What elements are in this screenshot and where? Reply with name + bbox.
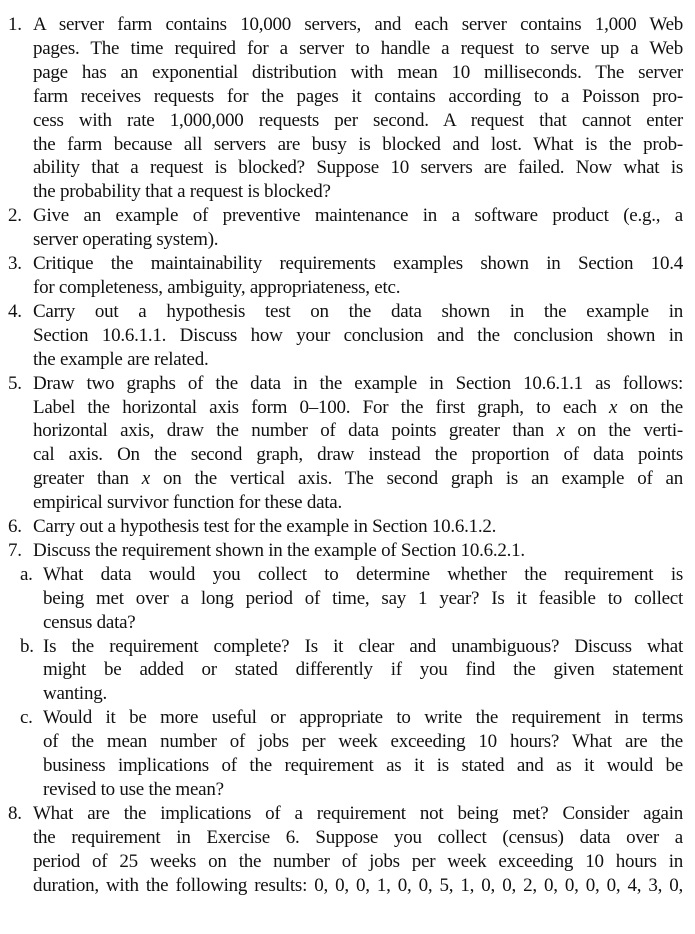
exercise-item-4 <box>0 300 695 372</box>
item-body <box>33 204 683 252</box>
subitem-body <box>43 635 683 707</box>
text-line: cess with rate 1,000,000 requests per second. A request that cannot enter <box>33 109 683 131</box>
subitem-letter: b. <box>20 635 34 657</box>
text-line: business implications of the requirement as it is stated and as it would be <box>43 755 683 777</box>
exercise-item-6 <box>0 515 695 539</box>
text-line: Carry out a hypothesis test on the data shown in the example in <box>33 300 683 322</box>
subitem-letter: c. <box>20 707 33 729</box>
item-number: 2. <box>8 205 22 227</box>
text-line: duration, with the following results: 0, 0, 0, 1, 0, 0, 5, 1, 0, 0, 2, 0, 0, 0, 0, 4, 3, 0, <box>33 874 683 896</box>
item-number: 6. <box>8 516 22 538</box>
subitem-body <box>43 706 683 802</box>
text-line: page has an exponential distribution with mean 10 milliseconds. The server <box>33 61 683 83</box>
subitem-body <box>43 563 683 635</box>
exercise-item-7b <box>0 635 695 707</box>
text-line: being met over a long period of time, say 1 year? Is it feasible to collect <box>43 587 683 609</box>
text-line: Section 10.6.1.1. Discuss how your conclusion and the conclusion shown in <box>33 324 683 346</box>
text-line: empirical survivor function for these data. <box>33 492 342 514</box>
item-body <box>33 539 683 563</box>
text-line: server operating system). <box>33 229 219 251</box>
text-line: Discuss the requirement shown in the example of Section 10.6.2.1. <box>33 539 525 561</box>
item-body <box>33 372 683 515</box>
item-number: 4. <box>8 300 22 322</box>
exercise-item-7 <box>0 539 695 563</box>
item-body <box>33 252 683 300</box>
text-line: What data would you collect to determine whether the requirement is <box>43 563 683 585</box>
text-line: revised to use the mean? <box>43 779 224 800</box>
item-number: 1. <box>8 14 22 35</box>
text-line: for completeness, ambiguity, appropriateness, etc. <box>33 276 401 298</box>
text-line: of the mean number of jobs per week exceeding 10 hours? What are the <box>43 731 683 753</box>
text-line: Give an example of preventive maintenance in a software product (e.g., a <box>33 205 683 227</box>
text-line: Draw two graphs of the data in the example in Section 10.6.1.1 as follows: <box>33 372 683 394</box>
text-line: cal axis. On the second graph, draw instead the proportion of data points <box>33 444 683 466</box>
exercise-item-2 <box>0 204 695 252</box>
text-line: Critique the maintainability requirements examples shown in Section 10.4 <box>33 253 683 275</box>
text-line: wanting. <box>43 683 107 705</box>
exercise-item-7c <box>0 706 695 802</box>
text-line: farm receives requests for the pages it contains according to a Poisson pro- <box>33 85 683 107</box>
text-line: the requirement in Exercise 6. Suppose you collect (census) data over a <box>33 826 683 848</box>
text-line: the farm because all servers are busy is blocked and lost. What is the prob- <box>33 133 683 155</box>
item-body <box>33 515 683 539</box>
item-body <box>33 802 683 898</box>
text-line: the probability that a request is blocked? <box>33 181 331 203</box>
text-line: ability that a request is blocked? Suppose 10 servers are failed. Now what is <box>33 157 683 179</box>
text-line: Is the requirement complete? Is it clear and unambiguous? Discuss what <box>43 635 683 657</box>
text-line: census data? <box>43 611 136 633</box>
subitem-letter: a. <box>20 563 33 585</box>
exercise-item-8 <box>0 802 695 898</box>
text-line: Would it be more useful or appropriate to write the requirement in terms <box>43 707 683 729</box>
text-line: What are the implications of a requirement not being met? Consider again <box>33 802 683 824</box>
item-number: 7. <box>8 539 22 561</box>
exercise-item-7a <box>0 563 695 635</box>
exercise-item-1 <box>0 13 695 204</box>
text-line: period of 25 weeks on the number of jobs per week exceeding 10 hours in <box>33 850 683 872</box>
item-number: 5. <box>8 372 22 394</box>
exercise-item-3 <box>0 252 695 300</box>
item-body <box>33 300 683 372</box>
exercise-item-5 <box>0 372 695 515</box>
text-line: pages. The time required for a server to handle a request to serve up a Web <box>33 37 683 59</box>
text-line: might be added or stated differently if you find the given statement <box>43 659 683 681</box>
item-body <box>33 13 683 204</box>
text-line: greater than x on the vertical axis. The second graph is an example of an <box>33 468 683 490</box>
text-line: Carry out a hypothesis test for the example in Section 10.6.1.2. <box>33 516 497 538</box>
text-line: A server farm contains 10,000 servers, and each server contains 1,000 Web <box>33 14 683 35</box>
item-number: 8. <box>8 802 22 824</box>
text-line: horizontal axis, draw the number of data points greater than x on the verti- <box>33 420 683 442</box>
text-line: the example are related. <box>33 348 209 370</box>
text-line: Label the horizontal axis form 0–100. For the first graph, to each x on the <box>33 396 683 418</box>
item-number: 3. <box>8 253 22 275</box>
